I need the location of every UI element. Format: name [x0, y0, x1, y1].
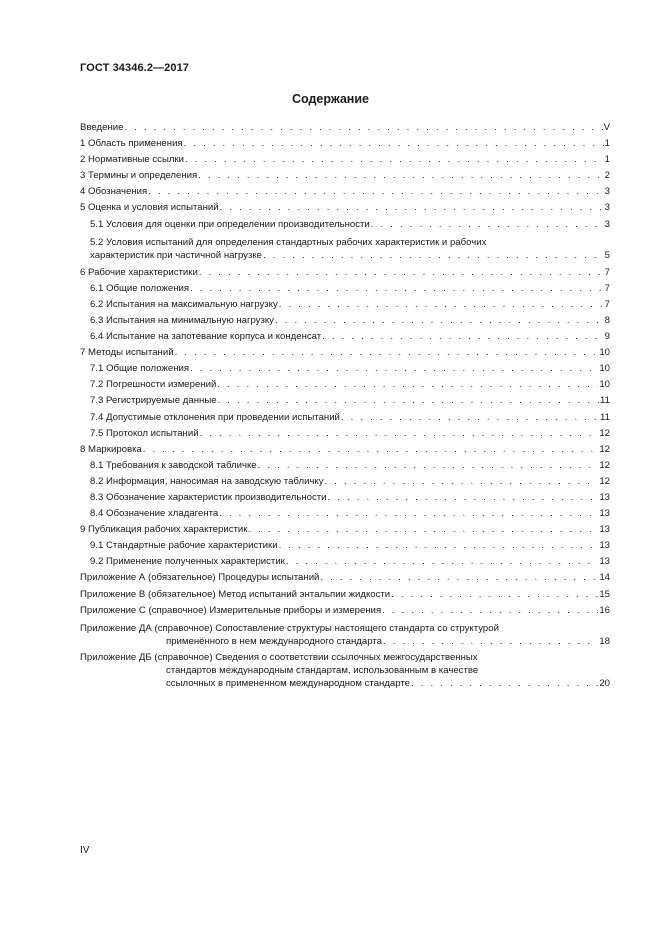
- toc-entry-label: 6.3 Испытания на минимальную нагрузку: [90, 314, 274, 326]
- leader-dots: [279, 538, 599, 554]
- toc-entry-page: 11: [600, 395, 610, 407]
- toc-entry-page: 7: [604, 266, 610, 278]
- toc-entry[interactable]: [80, 329, 610, 345]
- toc-entry-page: 1: [604, 138, 610, 150]
- toc-entry[interactable]: [80, 184, 610, 200]
- toc-entry-label: Приложение В (обязательное) Метод испытаний энтальпии жидкости: [80, 588, 391, 600]
- toc-entry-page: V: [603, 122, 610, 133]
- leader-dots: [217, 377, 598, 393]
- toc-entry-label: 7.4 Допустимые отклонения при проведении испытаний: [90, 411, 340, 423]
- toc-entry-page: 13: [599, 491, 610, 503]
- toc-entry-page: 7: [604, 298, 610, 310]
- toc-entry[interactable]: [80, 522, 610, 538]
- toc-entry-label: 6 Рабочие характеристики: [80, 266, 198, 278]
- toc-entry[interactable]: [80, 603, 610, 619]
- toc-entry-page: 13: [599, 556, 610, 568]
- toc-entry-label: 5.1 Условия для оценки при определении производительности: [90, 218, 370, 230]
- leader-dots: [220, 200, 604, 216]
- toc-entry-label: Приложение С (справочное) Измерительные приборы и измерения: [80, 604, 382, 616]
- toc-entry-label-continued: характеристик при частичной нагрузке: [90, 250, 263, 262]
- toc-entry-label-continued: ссылочных в примененном международном стандарте: [166, 677, 411, 689]
- toc-entry[interactable]: [80, 265, 610, 281]
- table-of-contents: [80, 120, 610, 690]
- toc-entry[interactable]: [80, 168, 610, 184]
- toc-entry-page: 15: [599, 588, 610, 600]
- toc-entry-label: 6.4 Испытание на запотевание корпуса и конденсат: [90, 331, 322, 343]
- toc-entry-page: 12: [599, 475, 610, 487]
- leader-dots: [275, 313, 604, 329]
- leader-dots: [263, 249, 604, 263]
- toc-entry-label: Введение: [80, 122, 124, 133]
- toc-entry-label: 9.1 Стандартные рабочие характеристики: [90, 540, 278, 552]
- leader-dots: [219, 506, 598, 522]
- toc-entry[interactable]: [80, 490, 610, 506]
- toc-entry-page: 10: [599, 379, 610, 391]
- toc-entry[interactable]: [80, 393, 610, 409]
- toc-entry-page: 18: [599, 635, 610, 647]
- toc-entry-label: Приложение ДА (справочное) Сопоставление структуры настоящего стандарта со структурой: [80, 622, 499, 634]
- toc-entry-label: 9.2 Применение полученных характеристик: [90, 556, 285, 568]
- leader-dots: [391, 587, 598, 603]
- toc-entry[interactable]: [80, 570, 610, 586]
- toc-entry[interactable]: [80, 474, 610, 490]
- document-code: ГОСТ 34346.2—2017: [80, 62, 190, 74]
- toc-entry-page: 16: [599, 604, 610, 616]
- toc-entry-page: 13: [599, 524, 610, 536]
- toc-entry[interactable]: [80, 361, 610, 377]
- toc-entry-label: 8.4 Обозначение хладагента: [90, 508, 219, 520]
- toc-entry-page: 12: [599, 427, 610, 439]
- toc-entry-label: 1 Область применения: [80, 138, 183, 150]
- leader-dots: [199, 265, 604, 281]
- leader-dots: [382, 603, 598, 619]
- toc-title: Содержание: [291, 92, 369, 106]
- leader-dots: [258, 458, 599, 474]
- toc-entry[interactable]: [80, 458, 610, 474]
- toc-entry[interactable]: [80, 442, 610, 458]
- toc-entry-label: 2 Нормативные ссылки: [80, 154, 185, 166]
- toc-entry-label: Приложение А (обязательное) Процедуры испытаний: [80, 572, 320, 584]
- toc-entry[interactable]: [80, 120, 610, 136]
- leader-dots: [322, 329, 603, 345]
- toc-entry[interactable]: [80, 281, 610, 297]
- leader-dots: [371, 217, 604, 233]
- toc-entry-page: 9: [604, 331, 610, 343]
- toc-entry-label: Приложение ДБ (справочное) Сведения о соответствии ссылочных межгосударственных: [80, 651, 478, 663]
- toc-entry[interactable]: [80, 554, 610, 570]
- toc-entry[interactable]: [80, 377, 610, 393]
- leader-dots: [175, 345, 599, 361]
- toc-entry[interactable]: [80, 236, 610, 265]
- toc-entry-page: 14: [599, 572, 610, 584]
- toc-entry-page: 1: [604, 154, 610, 166]
- toc-entry[interactable]: [80, 345, 610, 361]
- toc-entry-page: 13: [599, 540, 610, 552]
- leader-dots: [185, 152, 604, 168]
- leader-dots: [190, 361, 598, 377]
- toc-entry[interactable]: [80, 410, 610, 426]
- toc-entry-page: 7: [604, 282, 610, 294]
- toc-entry[interactable]: [80, 651, 610, 690]
- toc-entry[interactable]: [80, 426, 610, 442]
- toc-entry[interactable]: [80, 313, 610, 329]
- leader-dots: [200, 426, 599, 442]
- toc-entry-label: 8.2 Информация, наносимая на заводскую табличку: [90, 475, 324, 487]
- leader-dots: [320, 570, 598, 586]
- toc-entry-page: 5: [604, 250, 610, 262]
- leader-dots: [411, 677, 598, 690]
- toc-entry[interactable]: [80, 622, 610, 648]
- toc-entry-page: 11: [600, 411, 610, 423]
- leader-dots: [143, 442, 598, 458]
- toc-entry-label: 7.1 Общие положения: [90, 363, 190, 375]
- toc-entry-label: 7 Методы испытаний: [80, 347, 174, 359]
- toc-entry-label: 8.1 Требования к заводской табличке: [90, 459, 257, 471]
- toc-entry-label: 4 Обозначения: [80, 186, 148, 198]
- toc-entry[interactable]: [80, 538, 610, 554]
- toc-entry-page: 3: [604, 186, 610, 198]
- leader-dots: [341, 410, 599, 426]
- toc-entry-page: 3: [604, 202, 610, 214]
- toc-entry-page: 20: [599, 677, 610, 689]
- leader-dots: [279, 297, 604, 313]
- toc-entry[interactable]: [80, 506, 610, 522]
- toc-entry[interactable]: [80, 297, 610, 313]
- toc-entry-page: 3: [604, 218, 610, 230]
- toc-entry-label: 8 Маркировка: [80, 443, 142, 455]
- leader-dots: [286, 554, 598, 570]
- page-number: IV: [80, 845, 90, 856]
- toc-entry-page: 12: [599, 443, 610, 455]
- leader-dots: [248, 522, 598, 538]
- toc-entry-label-continued: применённого в нем международного стандарта: [166, 635, 382, 647]
- leader-dots: [383, 635, 598, 648]
- toc-entry-page: 10: [599, 363, 610, 375]
- leader-dots: [325, 474, 599, 490]
- leader-dots: [184, 136, 604, 152]
- toc-entry[interactable]: [80, 200, 610, 216]
- toc-entry-label: 9 Публикация рабочих характеристик: [80, 524, 248, 536]
- toc-entry[interactable]: [80, 217, 610, 233]
- toc-entry-label: 5 Оценка и условия испытаний: [80, 202, 219, 214]
- toc-entry-label: 8.3 Обозначение характеристик производительности: [90, 491, 327, 503]
- toc-entry-page: 10: [599, 347, 610, 359]
- toc-entry-label: 6.1 Общие положения: [90, 282, 190, 294]
- leader-dots: [198, 168, 603, 184]
- toc-entry-page: 8: [604, 314, 610, 326]
- toc-entry-page: 12: [599, 459, 610, 471]
- toc-entry-label: 7.3 Регистрируемые данные: [90, 395, 217, 407]
- leader-dots: [124, 120, 602, 136]
- leader-dots: [328, 490, 599, 506]
- leader-dots: [148, 184, 603, 200]
- toc-entry-label: 3 Термины и определения: [80, 170, 198, 182]
- toc-entry-label: 6.2 Испытания на максимальную нагрузку: [90, 298, 278, 310]
- toc-entry-label: 7.2 Погрешности измерений: [90, 379, 217, 391]
- toc-entry-label: 5.2 Условия испытаний для определения стандартных рабочих характеристик и рабочих: [90, 236, 487, 248]
- leader-dots: [218, 393, 599, 409]
- toc-entry-page: 13: [599, 508, 610, 520]
- toc-entry-page: 2: [604, 170, 610, 182]
- toc-entry-label: 7.5 Протокол испытаний: [90, 427, 199, 439]
- toc-entry[interactable]: [80, 136, 610, 152]
- toc-entry-label-continued: стандартов международным стандартам, использованным в качестве: [166, 664, 479, 676]
- toc-entry[interactable]: [80, 587, 610, 603]
- toc-entry[interactable]: [80, 152, 610, 168]
- leader-dots: [190, 281, 604, 297]
